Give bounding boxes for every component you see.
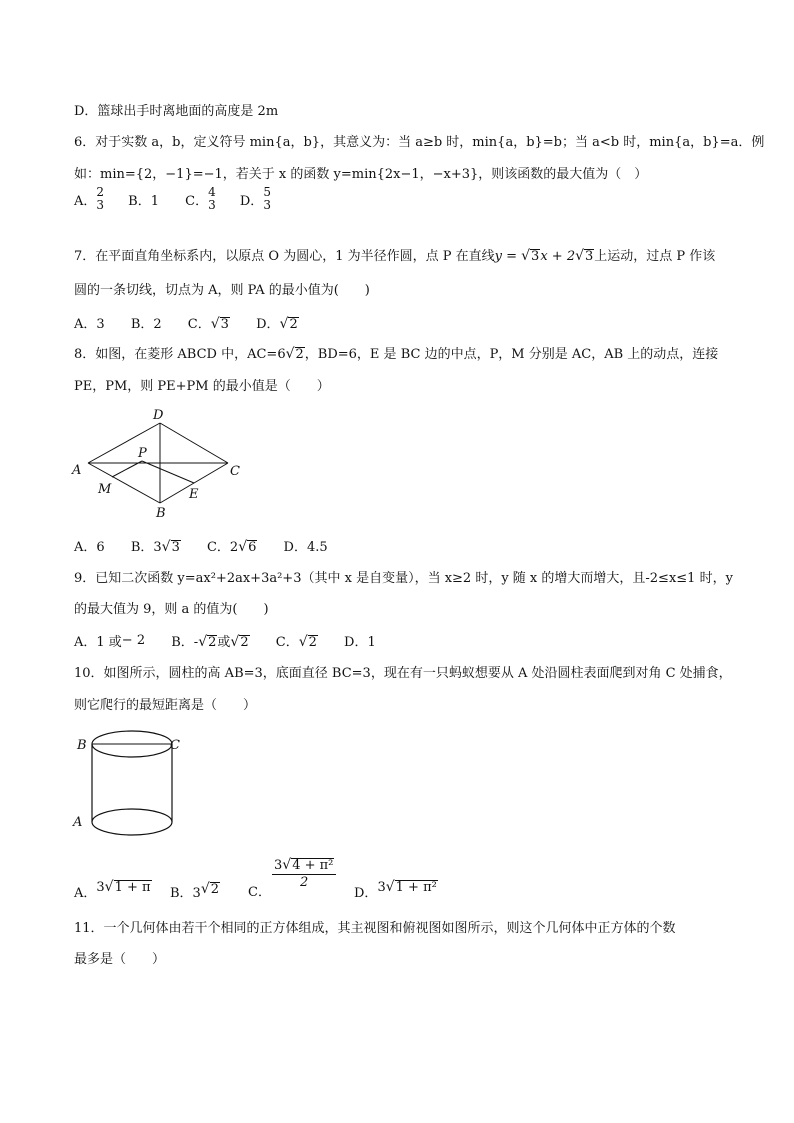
q10-text-line1: 10．如图所示，圆柱的高 AB=3，底面直径 BC=3，现在有一只蚂蚁想要从 A 处沿圆柱表面爬到对角 C 处捕食， [74,666,732,681]
q7-text-line1: 7．在平面直角坐标系内，以原点 O 为圆心，1 为半径作圆，点 P 在直线y = √3x + 2√3上运动，过点 P 作该 [74,248,716,264]
q8-options [74,538,328,557]
rhombus-figure [60,405,260,520]
q7-option-d: D．√2 [256,316,298,332]
q10-text-line2: 则它爬行的最短距离是（ ） [74,698,257,713]
q11-text-line1: 11．一个几何体由若干个相同的正方体组成，其主视图和俯视图如图所示，则这个几何体中正方体的个数 [74,921,676,936]
q6-option-d: D． 5 3 [239,185,271,212]
q7-option-c: C．√3 [187,316,229,332]
q7-option-a: A．3 [74,317,105,332]
q7-options [74,315,299,334]
q6-options [74,185,273,214]
q9-option-c: C．√2 [275,634,317,650]
cylinder-figure [60,728,200,848]
q8-option-c: C．2√6 [206,539,257,555]
q10-option-d: D．3√1 + π² [354,879,437,901]
q9-text-line2: 的最大值为 9，则 a 的值为( ) [74,602,269,617]
q6-option-c: C． 4 3 [185,185,216,212]
q6-option-a: A． 2 3 [74,185,105,212]
q8-option-a: A．6 [74,540,105,555]
q6-text-line2: 如：min={2，−1}=−1，若关于 x 的函数 y=min{2x−1，−x+3}，则该函数的最大值为（ ） [74,167,648,182]
q8-text-line2: PE，PM，则 PE+PM 的最小值是（ ） [74,379,330,394]
label-A: A [73,815,83,830]
q9-options [74,633,376,652]
label-C: C [170,738,180,753]
segment-PE [142,461,194,483]
label-D: D [153,408,164,423]
label-C: C [230,464,240,479]
q9-text-line1: 9．已知二次函数 y=ax²+2ax+3a²+3（其中 x 是自变量），当 x≥2 时，y 随 x 的增大而增大，且-2≤x≤1 时，y [74,571,733,586]
q8-option-b: B．3√3 [130,539,180,555]
q9-option-b: B．-√2或√2 [171,634,249,650]
label-B: B [77,738,87,753]
q10-option-a: A．3√1 + π [74,879,151,901]
q10-option-c-value: $\frac{\text{3√4 + π²}}{2}$ [272,856,336,891]
label-P: P [138,446,147,461]
label-B: B [156,506,166,520]
q7-option-b: B．2 [130,317,162,332]
q5-option-d: D．篮球出手时离地面的高度是 2m [74,104,279,119]
q7-text-line2: 圆的一条切线，切点为 A，则 PA 的最小值为( ) [74,283,370,298]
q11-text-line2: 最多是（ ） [74,952,166,967]
label-E: E [189,487,199,502]
cylinder-bottom-ellipse [92,809,172,835]
q6-option-b: B．1 [128,193,159,209]
q9-option-a: A．1 或− 2 [74,633,146,650]
q8-text-line1: 8．如图，在菱形 ABCD 中，AC=6√2，BD=6，E 是 BC 边的中点，P，M 分别是 AC，AB 上的动点，连接 [74,346,719,362]
edge-AD [88,423,160,463]
q10-option-c-label: C． [248,885,271,900]
q9-option-d: D．1 [344,635,376,650]
label-M: M [98,482,112,497]
q6-text-line1: 6．对于实数 a，b，定义符号 min{a，b}，其意义为：当 a≥b 时，min{a，b}=b；当 a<b 时，min{a，b}=a．例 [74,135,765,150]
label-A: A [72,463,82,478]
q10-option-b: B．3√2 [170,881,220,901]
edge-DC [160,423,228,463]
q8-option-d: D．4.5 [283,540,328,555]
